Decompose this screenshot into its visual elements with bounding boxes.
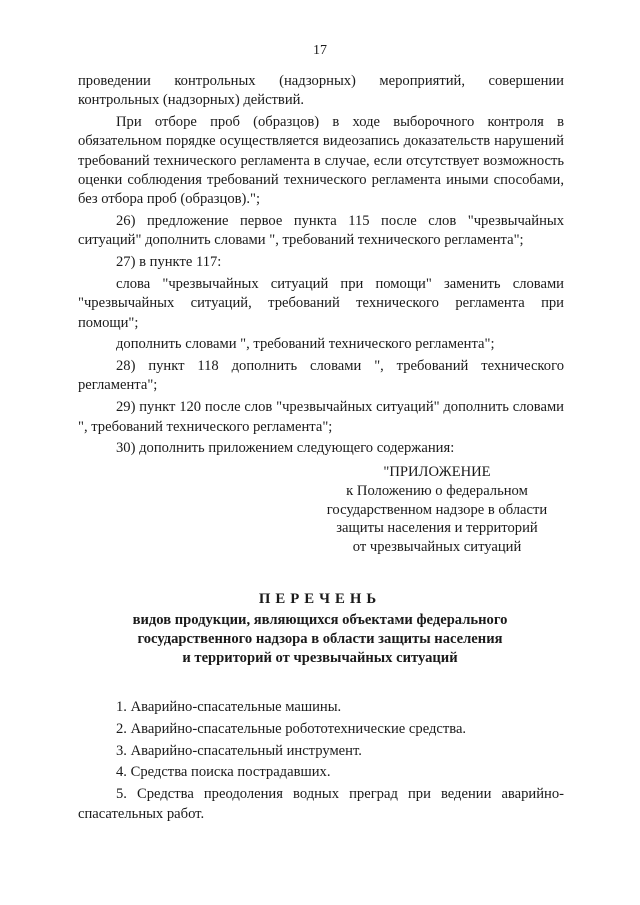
list-item: 5. Средства преодоления водных преград при ведении аварийно-спасательных работ.: [78, 786, 564, 822]
list-subtitle-line: и территорий от чрезвычайных ситуаций: [182, 649, 458, 666]
list-subtitle-line: государственного надзора в области защиты населения: [137, 630, 503, 647]
list-item: 3. Аварийно-спасательный инструмент.: [116, 742, 362, 759]
page-number: 17: [313, 43, 327, 58]
list-item: 1. Аварийно-спасательные машины.: [116, 699, 342, 715]
list-item: 2. Аварийно-спасательные робототехнические средства.: [116, 720, 467, 737]
paragraph: дополнить словами ", требований технического регламента";: [116, 336, 495, 353]
paragraph: 28) пункт 118 дополнить словами ", требований технического регламента";: [78, 358, 564, 394]
appendix-line: к Положению о федеральном: [346, 482, 528, 499]
paragraph: При отборе проб (образцов) в ходе выборочного контроля в обязательном порядке осуществляется видеозапись доказательств нарушений требований технического регламента в случае, если отсутствует возможность оценки соблюдения требований технического регламента иными способами, без отбора проб (образцов).";: [78, 114, 564, 208]
appendix-line: защиты населения и территорий: [336, 520, 538, 537]
list-title: ПЕРЕЧЕНЬ: [258, 591, 382, 607]
body-text: [78, 72, 564, 461]
paragraph: 29) пункт 120 после слов "чрезвычайных ситуаций" дополнить словами ", требований технического регламента";: [78, 399, 564, 435]
paragraph: проведении контрольных (надзорных) мероприятий, совершении контрольных (надзорных) действий.: [78, 73, 564, 109]
appendix-line: "ПРИЛОЖЕНИЕ: [383, 464, 491, 480]
list-subtitle: [0, 611, 640, 667]
appendix-line: государственном надзоре в области: [326, 501, 548, 518]
list-subtitle-line: видов продукции, являющихся объектами федерального: [132, 612, 508, 628]
paragraph: 27) в пункте 117:: [116, 254, 222, 271]
list-item: 4. Средства поиска пострадавших.: [116, 764, 331, 781]
paragraph: 30) дополнить приложением следующего содержания:: [116, 440, 455, 457]
appendix-line: от чрезвычайных ситуаций: [352, 539, 522, 556]
appendix-heading: [312, 463, 562, 557]
product-list: [78, 698, 564, 826]
paragraph: 26) предложение первое пункта 115 после слов "чрезвычайных ситуаций" дополнить словами ", требований технического регламента";: [78, 213, 564, 249]
paragraph: слова "чрезвычайных ситуаций при помощи" заменить словами "чрезвычайных ситуаций, требований технического регламента при помощи";: [78, 275, 564, 331]
